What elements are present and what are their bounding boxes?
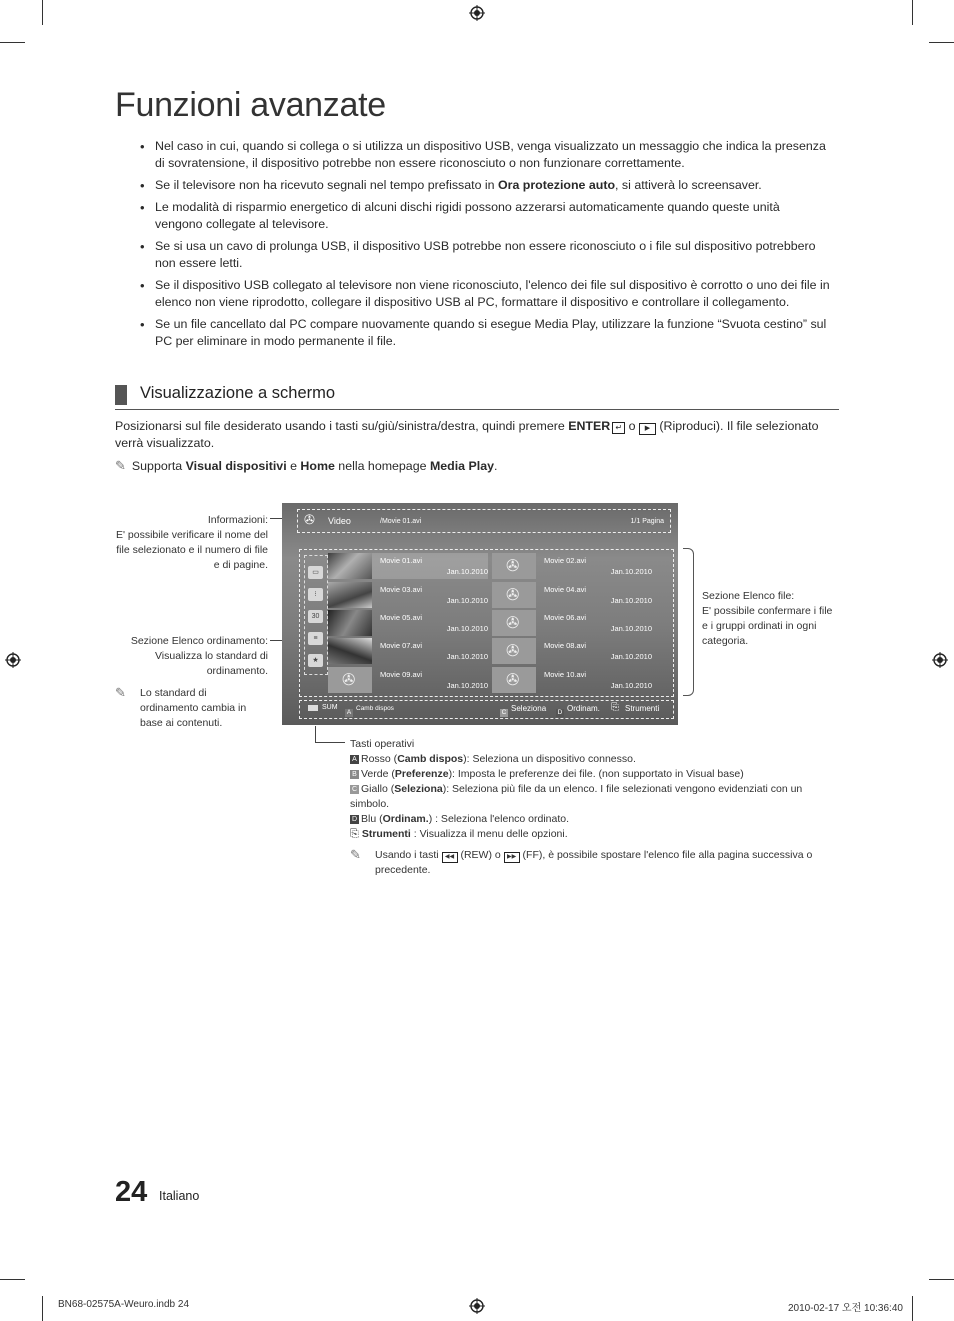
- section-paragraph: [115, 418, 835, 452]
- registration-mark-icon: [469, 1298, 485, 1314]
- note-text: .: [493, 459, 498, 473]
- fast-forward-icon: ▶▶: [504, 852, 520, 863]
- note-text: e: [286, 459, 301, 473]
- file-date: Jan.10.2010: [610, 624, 652, 633]
- legend-bold: Strumenti: [361, 828, 411, 840]
- bullet-text: Se il televisore non ha ricevuto segnali nel tempo prefissato in: [155, 178, 498, 192]
- file-name: Movie 02.avi: [544, 556, 587, 565]
- page-indicator: 1/1 Pagina: [630, 518, 664, 525]
- film-reel-icon: [492, 582, 536, 608]
- bullet-list: [140, 138, 830, 355]
- callout-text: E' possibile verificare il nome del file selezionato e il numero di file e di pagine.: [116, 529, 268, 571]
- callout-title: Sezione Elenco file:: [702, 590, 795, 602]
- sum-label: SUM: [322, 704, 338, 711]
- play-icon: ▶: [639, 423, 656, 435]
- legend-note: [350, 848, 820, 878]
- bullet-item: [140, 238, 830, 272]
- file-item[interactable]: [492, 667, 652, 693]
- film-reel-icon: [492, 667, 536, 693]
- file-item[interactable]: [492, 553, 652, 579]
- footer-date: 2010-02-17 오전 10:36:40: [788, 1303, 903, 1314]
- legend-row: [350, 767, 820, 782]
- operation-buttons-bar: [299, 700, 674, 719]
- legend-text: ): Seleziona più file da un elenco. I file selezionati vengono evidenziati con un simbolo.: [350, 783, 803, 810]
- legend-row: [350, 782, 820, 812]
- info-bar: [297, 509, 671, 533]
- bullet-text: Nel caso in cui, quando si collega o si utilizza un dispositivo USB, venga visualizzato un messaggio che indica la presenza di sovratensione, il dispositivo potrebbe non essere riconosciuto o non funzionare correttamente.: [155, 139, 826, 170]
- legend-text: Blu (: [361, 813, 383, 825]
- pencil-note-icon: ✎: [115, 458, 126, 473]
- crop-mark: [42, 0, 43, 25]
- leader-line-vertical: [315, 726, 316, 742]
- button-a-key[interactable]: A: [346, 708, 352, 716]
- file-item[interactable]: [492, 582, 652, 608]
- file-name: Movie 10.avi: [544, 670, 587, 679]
- bullet-item: [140, 316, 830, 350]
- page-number: 24: [115, 1176, 148, 1208]
- para-text: Posizionarsi sul file desiderato usando i tasti su/giù/sinistra/destra, quindi premere: [115, 419, 569, 433]
- file-name: Movie 03.avi: [380, 585, 423, 594]
- film-reel-icon: [492, 553, 536, 579]
- tools-icon: ⎘: [350, 828, 359, 840]
- calendar-icon[interactable]: 30: [308, 610, 323, 623]
- registration-mark-icon: [5, 652, 21, 668]
- film-reel-icon: [328, 667, 372, 693]
- callout-sort: [108, 634, 268, 679]
- bullet-item: [140, 177, 830, 194]
- thumbnail-image: [328, 582, 372, 608]
- file-date: Jan.10.2010: [446, 596, 488, 605]
- title-sort-icon[interactable]: ⁝: [308, 588, 323, 601]
- bullet-text: Se si usa un cavo di prolunga USB, il dispositivo USB potrebbe non essere riconosciuto o i file sul dispositivo potrebbero non essere letti.: [155, 239, 816, 270]
- sort-list-section: [304, 555, 328, 675]
- key-c-icon: C: [351, 785, 358, 793]
- file-list-brace: [683, 548, 694, 696]
- file-date: Jan.10.2010: [610, 652, 652, 661]
- film-reel-icon: [492, 638, 536, 664]
- bullet-text: Se un file cancellato dal PC compare nuovamente quando si esegue Media Play, utilizzare la funzione “Svuota cestino” sul PC per eliminare in modo permanente il file.: [155, 317, 827, 348]
- section-bar: [115, 385, 127, 405]
- section-heading-text: Visualizzazione a schermo: [140, 384, 336, 402]
- file-name: Movie 06.avi: [544, 613, 587, 622]
- bullet-item: [140, 138, 830, 172]
- file-item[interactable]: [492, 638, 652, 664]
- thumbnail-image: [328, 638, 372, 664]
- file-date: Jan.10.2010: [446, 681, 488, 690]
- file-name: Movie 05.avi: [380, 613, 423, 622]
- legend-text: ) : Seleziona l'elenco ordinato.: [428, 813, 570, 825]
- file-date: Jan.10.2010: [610, 567, 652, 576]
- bullet-item: [140, 199, 830, 233]
- file-path: /Movie 01.avi: [380, 518, 422, 525]
- callout-title: Informazioni:: [207, 514, 268, 526]
- file-date: Jan.10.2010: [610, 596, 652, 605]
- callout-text: E' possibile confermare i file e i gruppi ordinati in ogni categoria.: [702, 605, 833, 647]
- registration-mark-icon: [469, 5, 485, 21]
- tools-icon[interactable]: ⎘: [611, 702, 619, 713]
- file-item[interactable]: [328, 638, 488, 664]
- callout-title: Sezione Elenco ordinamento:: [130, 635, 268, 647]
- note-bold: Media Play: [429, 459, 494, 473]
- crop-mark: [929, 1279, 954, 1280]
- strumenti-label[interactable]: Strumenti: [625, 704, 660, 713]
- legend-bold: Camb dispos: [397, 753, 464, 765]
- crop-mark: [929, 42, 954, 43]
- note-bold: Visual dispositivi: [185, 459, 287, 473]
- key-a-icon: A: [350, 755, 359, 764]
- legend-text: Verde (: [361, 768, 395, 780]
- bullet-bold-text: Ora protezione auto: [498, 178, 616, 192]
- note-bold: Home: [300, 459, 335, 473]
- file-item-selected[interactable]: [328, 553, 488, 579]
- key-d-icon: D: [351, 815, 358, 823]
- enter-key-label: ENTER: [568, 419, 611, 433]
- callout-info: [108, 513, 268, 573]
- star-icon[interactable]: ★: [308, 654, 323, 667]
- para-text: o: [625, 419, 639, 433]
- button-c-key[interactable]: C: [501, 708, 507, 716]
- legend-note-text: (FF), è possibile spostare l'elenco file alla pagina successiva o precedente.: [375, 849, 813, 876]
- bullet-text: Le modalità di risparmio energetico di alcuni dischi rigidi possono azzerarsi automaticamente quando queste unità vengono collegate al televisore.: [155, 200, 780, 231]
- usb-icon: [308, 705, 318, 711]
- file-date: Jan.10.2010: [446, 624, 488, 633]
- page-title: Funzioni avanzate: [115, 86, 386, 124]
- file-item[interactable]: [492, 610, 652, 636]
- pencil-note-icon: ✎: [350, 847, 361, 862]
- crop-mark: [0, 1279, 25, 1280]
- callout-text: Visualizza lo standard di ordinamento.: [154, 650, 268, 677]
- note-text: Supporta: [131, 459, 186, 473]
- list-icon[interactable]: ≡: [308, 632, 323, 645]
- file-date: Jan.10.2010: [446, 567, 488, 576]
- para-text: (Riproduci). Il file selezionato verrà visualizzato.: [115, 419, 819, 450]
- file-item[interactable]: [328, 582, 488, 608]
- pencil-note-icon: ✎: [115, 685, 126, 700]
- file-date: Jan.10.2010: [610, 681, 652, 690]
- folder-icon[interactable]: ▭: [308, 566, 323, 579]
- file-name: Movie 04.avi: [544, 585, 587, 594]
- file-item[interactable]: [328, 610, 488, 636]
- thumbnail-image: [328, 553, 372, 579]
- rewind-icon: ◀◀: [442, 852, 458, 863]
- crop-mark: [912, 0, 913, 25]
- legend-note-text: Usando i tasti: [375, 849, 442, 861]
- legend-title: Tasti operativi: [350, 738, 415, 750]
- bullet-text: , si attiverà lo screensaver.: [615, 178, 762, 192]
- legend-text: Rosso (: [361, 753, 398, 765]
- legend-text: Giallo (: [361, 783, 395, 795]
- camb-dispos-label[interactable]: Camb dispos: [356, 705, 394, 712]
- enter-icon: ↵: [612, 422, 625, 434]
- media-play-screen: [282, 503, 678, 725]
- bullet-text: Se il dispositivo USB collegato al televisore non viene riconosciuto, l'elenco dei file sul dispositivo è corrotto o uno dei file in elenco non viene riprodotto, collegare il dispositivo USB al PC, formattare il dispositivo e controllare il collegamento.: [155, 278, 830, 309]
- legend-row: [350, 752, 820, 767]
- footer-language: Italiano: [159, 1189, 200, 1203]
- callout-filelist: [702, 589, 837, 649]
- callout-note-text: Lo standard di ordinamento cambia in base ai contenuti.: [140, 687, 247, 729]
- film-reel-icon: [492, 610, 536, 636]
- film-reel-icon: ✇: [304, 512, 315, 527]
- legend-bold: Preferenze: [394, 768, 449, 780]
- legend-bold: Seleziona: [394, 783, 443, 795]
- registration-mark-icon: [932, 652, 948, 668]
- key-b-icon: B: [350, 770, 359, 779]
- footer-file: BN68-02575A-Weuro.indb 24: [58, 1299, 190, 1310]
- legend-text: ): Seleziona un dispositivo connesso.: [463, 753, 636, 765]
- note-text: nella homepage: [334, 459, 430, 473]
- file-name: Movie 08.avi: [544, 641, 587, 650]
- bullet-item: [140, 277, 830, 311]
- callout-sort-note: [115, 686, 255, 731]
- ordinam-label[interactable]: Ordinam.: [567, 704, 600, 713]
- legend-text: : Visualizza il menu delle opzioni.: [410, 828, 568, 840]
- category-label: Video: [328, 516, 351, 526]
- crop-mark: [0, 42, 25, 43]
- file-date: Jan.10.2010: [446, 652, 488, 661]
- seleziona-label[interactable]: Seleziona: [511, 704, 547, 713]
- legend-note-text: (REW) o: [457, 849, 504, 861]
- legend-row: [350, 812, 820, 827]
- file-name: Movie 07.avi: [380, 641, 423, 650]
- legend-bold: Ordinam.: [382, 813, 429, 825]
- note-supporta: [115, 458, 497, 474]
- section-heading: [115, 383, 839, 410]
- legend-text: ): Imposta le preferenze dei file. (non supportato in Visual base): [448, 768, 744, 780]
- file-item[interactable]: [328, 667, 488, 693]
- operation-keys-legend: [350, 737, 820, 878]
- leader-line: [315, 742, 345, 743]
- thumbnail-image: [328, 610, 372, 636]
- legend-row: [350, 827, 820, 842]
- crop-mark: [912, 1296, 913, 1321]
- crop-mark: [42, 1296, 43, 1321]
- file-name: Movie 01.avi: [380, 556, 423, 565]
- file-name: Movie 09.avi: [380, 670, 423, 679]
- button-d-key[interactable]: D: [557, 708, 563, 716]
